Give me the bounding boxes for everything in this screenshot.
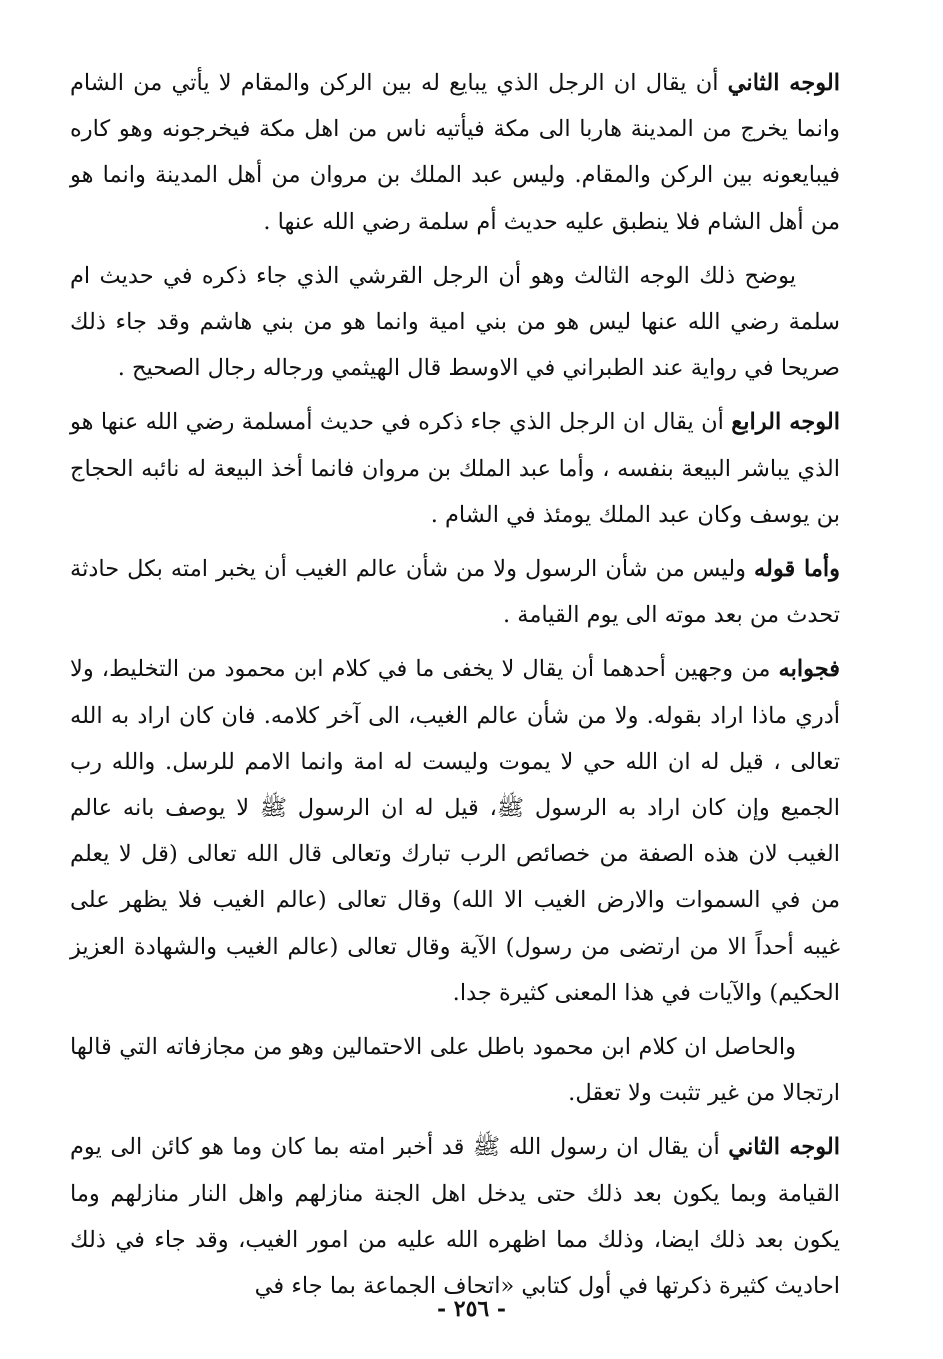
paragraph-4 [70,546,840,638]
page-body [70,60,841,1300]
paragraph-2-text: يوضح ذلك الوجه الثالث وهو أن الرجل القرشي الذي جاء ذكره في حديث ام سلمة رضي الله عنها ليس هو من بني امية وانما هو من بني هاشم وقد جاء ذلك صريحا في رواية عند الطبراني في الاوسط قال الهيثمي ورجاله رجال الصحيح . [70,262,840,382]
paragraph-3 [70,399,840,538]
paragraph-6 [70,1024,840,1116]
paragraph-7-text: أن يقال ان رسول الله ﷺ قد أخبر امته بما كان وما هو كائن الى يوم القيامة وبما يكون بعد ذلك حتى يدخل اهل الجنة منازلهم واهل النار منازلهم وما يكون بعد ذلك ايضا، وذلك مما اظهره الله عليه من امور الغيب، وقد جاء في ذلك احاديث كثيرة ذكرتها في أول كتابي «اتحاف الجماعة بما جاء في [70,1134,840,1300]
paragraph-2 [70,253,840,392]
paragraph-6-text: والحاصل ان كلام ابن محمود باطل على الاحتمالين وهو من مجازفاته التي قالها ارتجالا من غير تثبت ولا تعقل. [70,1034,840,1107]
paragraph-3-text: أن يقال ان الرجل الذي جاء ذكره في حديث أمسلمة رضي الله عنها هو الذي يباشر البيعة بنفسه ، وأما عبد الملك بن مروان فانما أخذ البيعة له نائبه الحجاج بن يوسف وكان عبد الملك يومئذ في الشام . [70,409,840,528]
page-number: - ٢٥٦ - [436,1296,507,1322]
paragraph-1-heading: الوجه الثاني [727,70,840,96]
paragraph-5 [70,646,840,1016]
paragraph-3-heading: الوجه الرابع [731,409,841,436]
paragraph-7 [70,1124,840,1309]
paragraph-1-text: أن يقال ان الرجل الذي يبايع له بين الركن والمقام لا يأتي من الشام وانما يخرج من المدينة هاربا الى مكة فيأتيه ناس من اهل مكة فيخرجونه وهو كاره فيبايعونه بين الركن والمقام. وليس عبد الملك بن مروان من أهل المدينة وانما هو من أهل الشام فلا ينطبق عليه حديث أم سلمة رضي الله عنها . [70,70,840,235]
paragraph-1 [70,60,840,245]
paragraph-7-heading: الوجه الثاني [728,1134,840,1161]
paragraph-5-heading: فجوابه [778,656,840,683]
paragraph-5-text: من وجهين أحدهما أن يقال لا يخفى ما في كلام ابن محمود من التخليط، ولا أدري ماذا اراد بقوله. ولا من شأن عالم الغيب، الى آخر كلامه. فان كان اراد به الله تعالى ، قيل له ان الله حي لا يموت وليست له امة وانما الامم للرسل. والله رب الجميع وإن كان اراد به الرسول ﷺ، قيل له ان الرسول ﷺ لا يوصف بانه عالم الغيب لان هذه الصفة من خصائص الرب تبارك وتعالى قال الله تعالى (قل لا يعلم من في السموات والارض الغيب الا الله) وقال تعالى (عالم الغيب فلا يظهر على غيبه أحداً الا من ارتضى من رسول) الآية وقال تعالى (عالم الغيب والشهادة العزيز الحكيم) والآيات في هذا المعنى كثيرة جدا. [70,656,840,1006]
paragraph-4-heading: وأما قوله [753,556,841,583]
paragraph-4-text: وليس من شأن الرسول ولا من شأن عالم الغيب أن يخبر امته بكل حادثة تحدث من بعد موته الى يوم القيامة . [70,556,840,629]
